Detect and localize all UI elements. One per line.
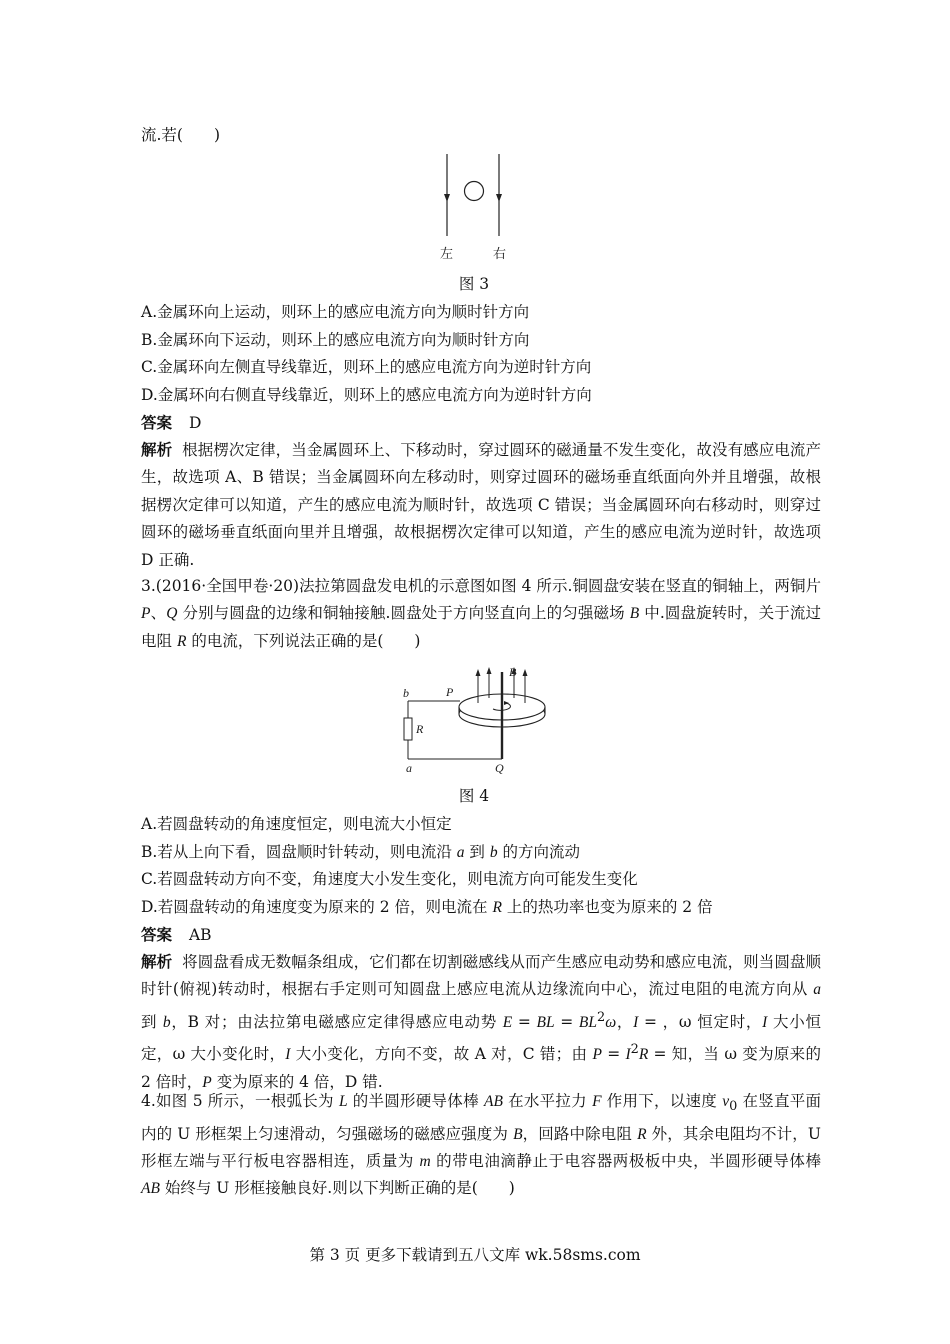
q2-option-d: D.金属环向右侧直导线靠近，则环上的感应电流方向为逆时针方向 (141, 386, 592, 404)
figure-3-caption: 图 3 (458, 275, 490, 293)
page-footer: 第 3 页 更多下载请到五八文库 wk.58sms.com (309, 1246, 641, 1264)
q2-option-b: B.金属环向下运动，则环上的感应电流方向为顺时针方向 (141, 331, 530, 349)
continued-question-text: 流.若( ) (141, 126, 221, 144)
answer-value: D (188, 414, 202, 432)
q3-option-c: C.若圆盘转动方向不变，角速度大小发生变化，则电流方向可能发生变化 (141, 870, 638, 888)
left-wire-arrow-icon (444, 194, 450, 202)
q3-option-d: D.若圆盘转动的角速度变为原来的 2 倍，则电流在 R 上的热功率也变为原来的 2 倍 (141, 898, 713, 916)
q2-option-c: C.金属环向左侧直导线靠近，则环上的感应电流方向为逆时针方向 (141, 358, 592, 376)
label-a: a (406, 761, 412, 775)
figure-4 (396, 662, 556, 777)
figure-3 (430, 150, 520, 265)
question-3: 3.(2016·全国甲卷·20)法拉第圆盘发电机的示意图如图 4 所示.铜圆盘安装在竖直的铜轴上，两铜片 P、Q 分别与圆盘的边缘和铜轴接触.圆盘处于方向竖直向上的匀强磁场 B 中.圆盘旋转时，关于流过电阻 R 的电流，下列说法正确的是( ) (141, 577, 821, 650)
label-r: R (416, 722, 424, 736)
resistor-r (404, 718, 412, 740)
metal-ring (465, 182, 484, 201)
label-p: P (446, 685, 454, 699)
q2-analysis-text: 根据楞次定律，当金属圆环上、下移动时，穿过圆环的磁通量不发生变化，故没有感应电流产生，故选项 A、B 错误；当金属圆环向左移动时，则穿过圆环的磁场垂直纸面向外并且增强，故根据楞次定律可以知道，产生的感应电流为顺时针，故选项 C 错误；当金属圆环向右移动时，则穿过圆环的磁场垂直纸面向里并且增强，故根据楞次定律可以知道，产生的感应电流为逆时针，故选项 D 正确. (141, 441, 821, 569)
label-b: b (403, 686, 409, 700)
q2-answer (141, 413, 201, 433)
analysis-label: 解析 (141, 440, 173, 459)
q3-answer (141, 925, 212, 945)
figure-3-left-label: 左 (440, 246, 454, 261)
q3-analysis: 解析 将圆盘看成无数幅条组成，它们都在切割磁感线从而产生感应电动势和感应电流，则当圆盘顺时针(俯视)转动时，根据右手定则可知圆盘上感应电流从边缘流向中心，流过电阻的电流方向从 a 到 b，B 对；由法拉第电磁感应定律得感应电动势 E = BL = $BL^2\omega$，I = ，ω 恒定时，I 大小恒定，ω 大小变化时，I 大小变化，方向不变，故 A 对，C 错；由 $P = I^2R$ = 知，当 ω 变为原来的 2 倍时，P 变为原来的 4 倍，D 错. (141, 952, 821, 1091)
q3-option-a: A.若圆盘转动的角速度恒定，则电流大小恒定 (141, 815, 452, 833)
q3-option-b: B.若从上向下看，圆盘顺时针转动，则电流沿 a 到 b 的方向流动 (141, 843, 581, 861)
figure-4-caption: 图 4 (458, 787, 490, 805)
figure-3-right-label: 右 (493, 246, 507, 261)
answer-value: AB (188, 926, 212, 944)
q2-option-a: A.金属环向上运动，则环上的感应电流方向为顺时针方向 (141, 303, 530, 321)
q2-analysis (141, 436, 821, 574)
label-field-b: B (509, 665, 517, 679)
question-4: 4.如图 5 所示，一根弧长为 L 的半圆形硬导体棒 AB 在水平拉力 F 作用下，以速度 $v_0$ 在竖直平面内的 U 形框架上匀速滑动，匀强磁场的磁感应强度为 B，回路中除电阻 R 外，其余电阻均不计，U 形框左端与平行板电容器相连，质量为 m 的带电油滴静止于电容器两极板中央，半圆形硬导体棒 AB 始终与 U 形框接触良好.则以下判断正确的是( ) (141, 1092, 821, 1198)
right-wire-arrow-icon (496, 194, 502, 202)
answer-label: 答案 (141, 413, 173, 432)
label-q: Q (495, 761, 504, 775)
answer-label: 答案 (141, 925, 173, 944)
